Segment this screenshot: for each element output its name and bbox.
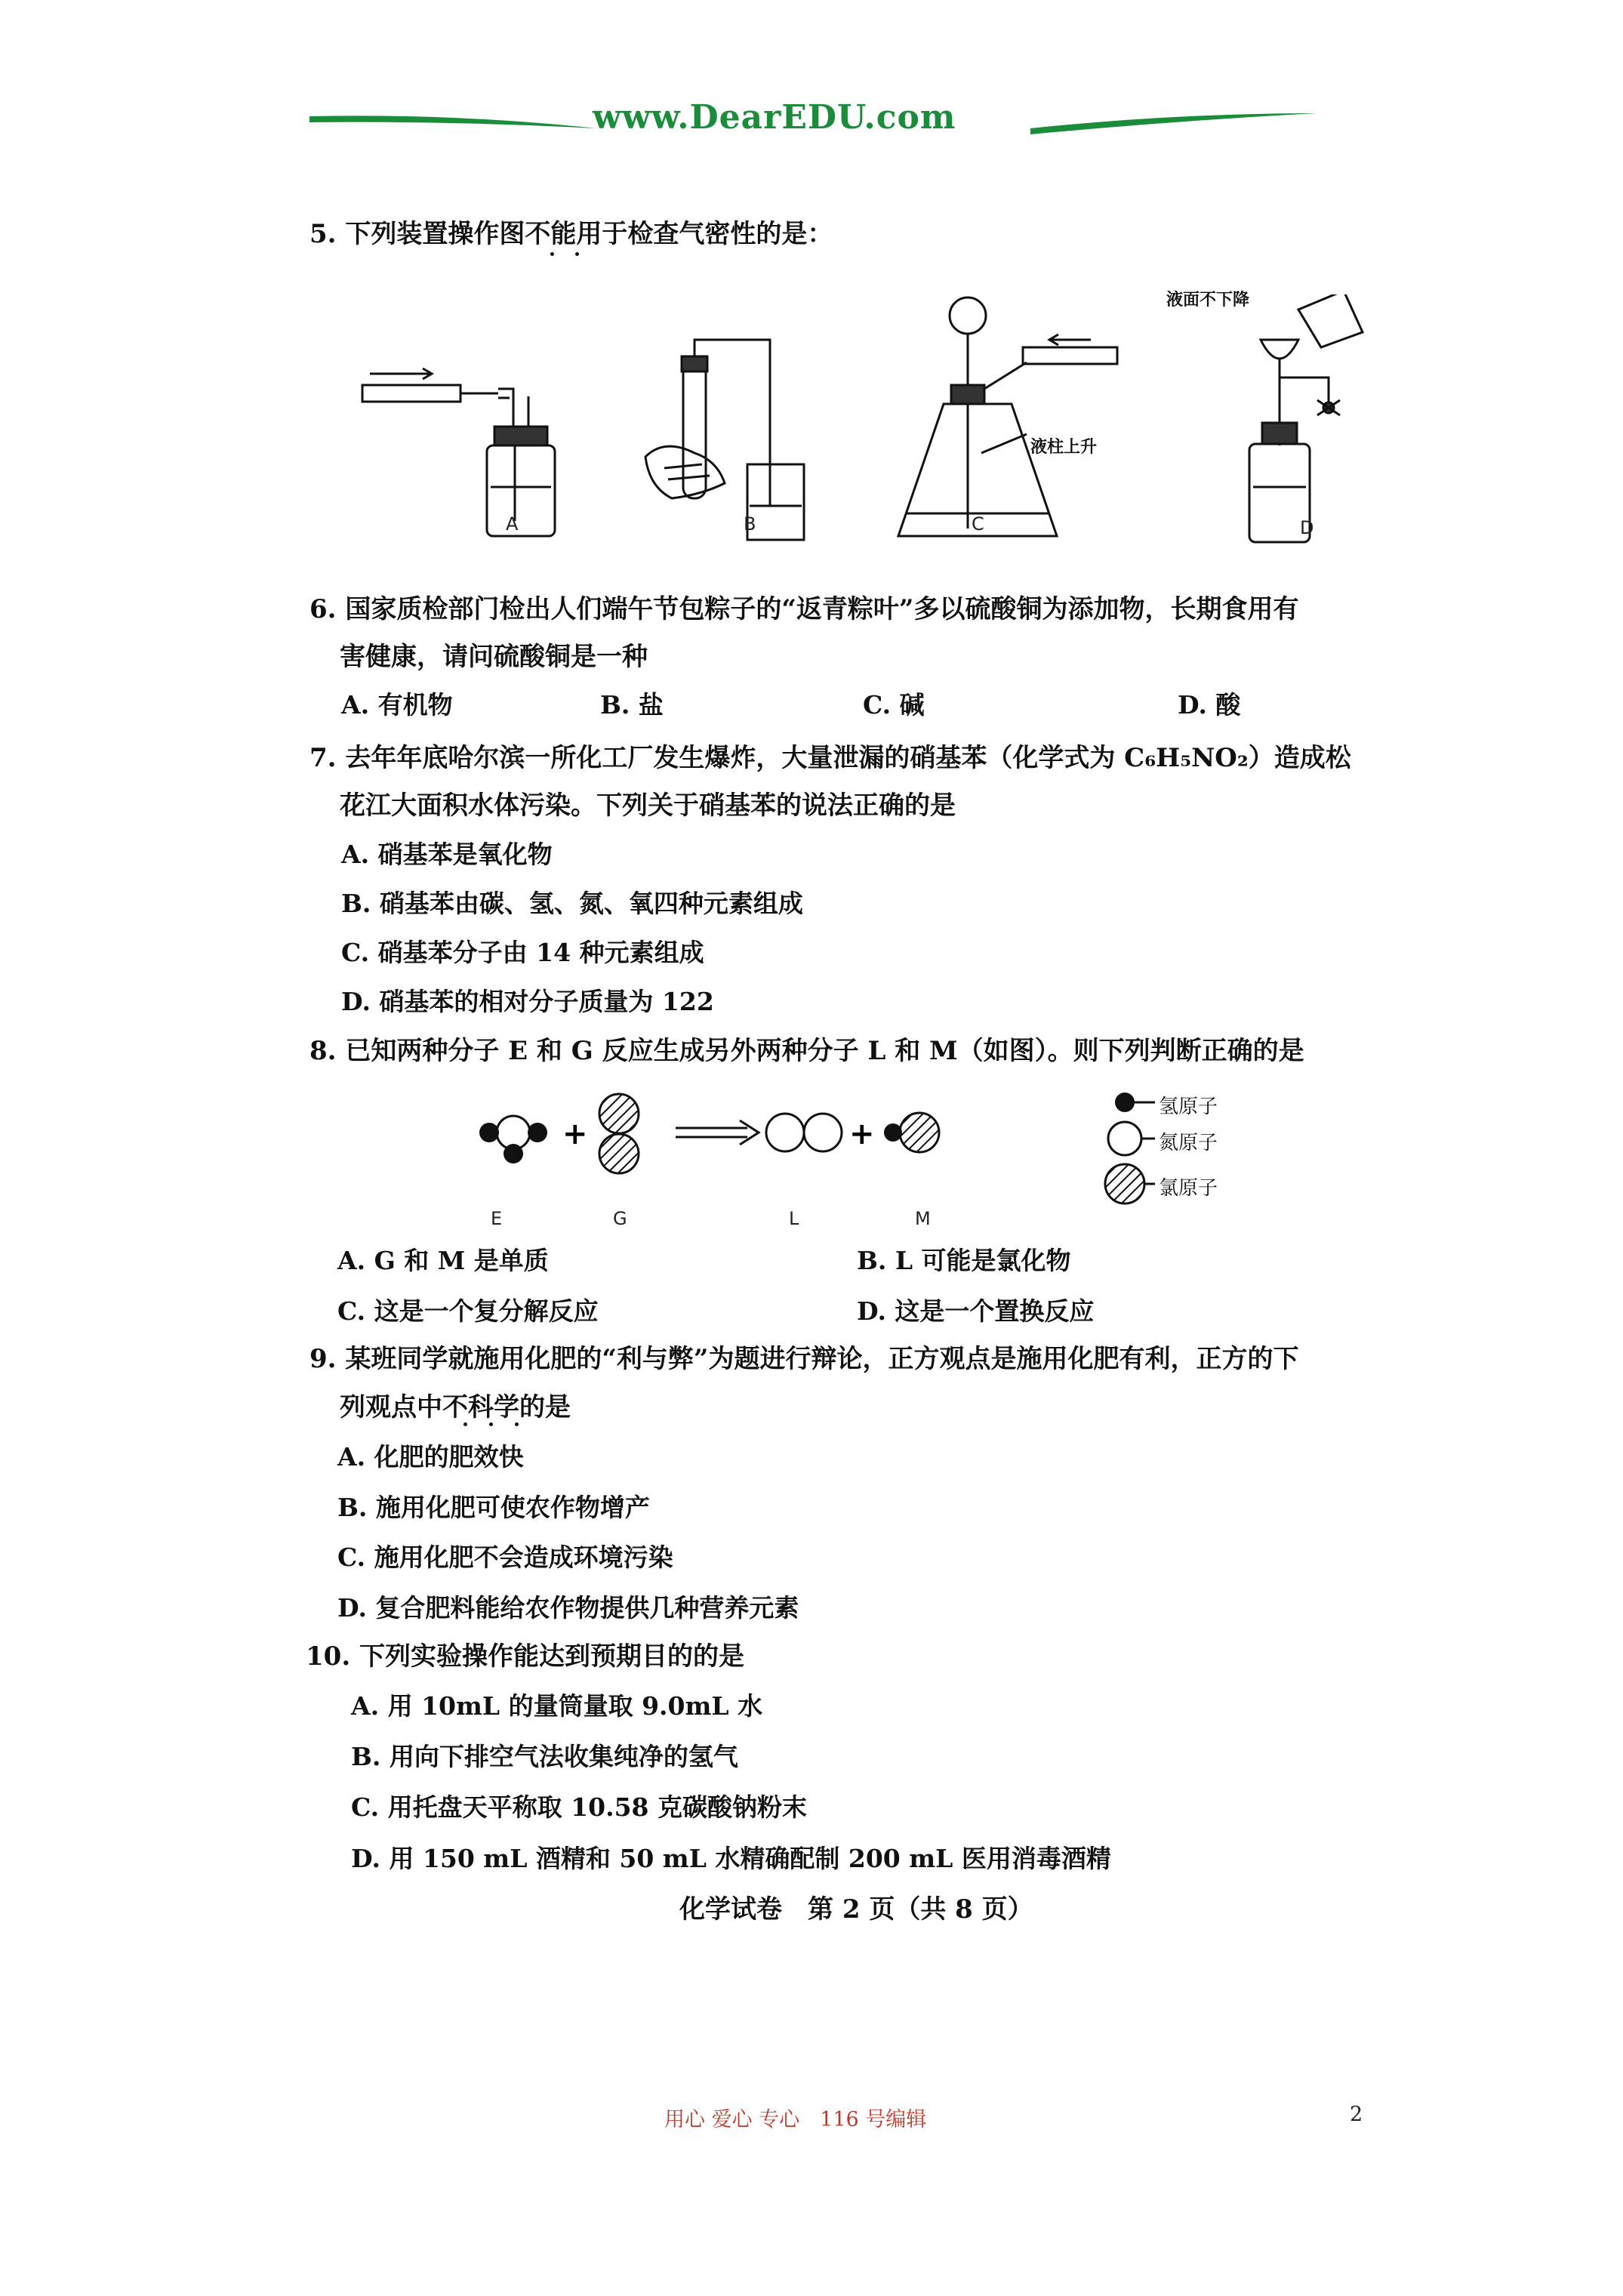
plus-sign: + (562, 1117, 588, 1151)
question-9-line2: 列观点中不科学的是 (340, 1392, 571, 1422)
plus-sign: + (849, 1117, 875, 1151)
q10-option-d: D. 用 150 mL 酒精和 50 mL 水精确配制 200 mL 医用消毒酒精 (351, 1844, 1111, 1873)
page-number: 2 (1350, 2103, 1363, 2126)
question-7-line2: 花江大面积水体污染。下列关于硝基苯的说法正确的是 (340, 791, 956, 821)
header-swoosh-left (310, 106, 596, 136)
annotation-liquid-column-rises: 液柱上升 (1030, 438, 1098, 457)
molecule-l (766, 1114, 842, 1151)
molecule-g (599, 1094, 639, 1173)
reaction-arrow (676, 1120, 759, 1145)
q7-option-b: B. 硝基苯由碳、氢、氮、氧四种元素组成 (341, 889, 803, 918)
q9-option-a: A. 化肥的肥效快 (337, 1442, 524, 1472)
emphasis-dot (489, 1422, 493, 1426)
emphasis-dot (463, 1422, 467, 1426)
label-g: G (613, 1208, 627, 1229)
question-10: 10. 下列实验操作能达到预期目的的是 (306, 1641, 744, 1672)
q7-option-d: D. 硝基苯的相对分子质量为 122 (341, 987, 714, 1016)
q8-option-d: D. 这是一个置换反应 (857, 1296, 1095, 1326)
apparatus-c (898, 297, 1117, 536)
annotation-liquid-level-holds: 液面不下降 (1166, 291, 1250, 310)
legend-hydrogen: 氢原子 (1159, 1096, 1218, 1118)
editor-credit: 用心 爱心 专心 116 号编辑 (664, 2108, 927, 2131)
label-a: A (506, 513, 519, 535)
question-8: 8. 已知两种分子 E 和 G 反应生成另外两种分子 L 和 M（如图）。则下列判断正确的是 (310, 1036, 1304, 1066)
label-e: E (491, 1208, 503, 1229)
q7-option-c: C. 硝基苯分子由 14 种元素组成 (341, 938, 704, 967)
q10-option-a: A. 用 10mL 的量筒量取 9.0mL 水 (351, 1691, 763, 1721)
q8-option-b: B. L 可能是氯化物 (857, 1246, 1071, 1275)
apparatus-a (362, 368, 555, 536)
molecule-e (479, 1116, 547, 1163)
legend-chlorine: 氯原子 (1159, 1177, 1218, 1200)
label-d: D (1300, 517, 1314, 538)
atom-legend (1105, 1093, 1155, 1203)
question-6-line1: 6. 国家质检部门检出人们端午节包粽子的“返青粽叶”多以硫酸铜为添加物，长期食用有 (310, 594, 1299, 624)
q10-option-b: B. 用向下排空气法收集纯净的氢气 (351, 1742, 738, 1771)
question-7-line1: 7. 去年年底哈尔滨一所化工厂发生爆炸，大量泄漏的硝基苯（化学式为 C₆H₅NO₂）造成松 (310, 743, 1351, 773)
molecule-m (884, 1113, 939, 1152)
q6-option-d: D. 酸 (1178, 690, 1241, 720)
q9-option-b: B. 施用化肥可使农作物增产 (337, 1493, 650, 1522)
emphasis-dot (550, 252, 554, 256)
header-swoosh-right (1030, 106, 1317, 136)
label-b: B (744, 513, 756, 535)
apparatus-d (1249, 294, 1363, 542)
label-l: L (789, 1208, 799, 1229)
label-c: C (972, 513, 984, 535)
q9-option-d: D. 复合肥料能给农作物提供几种营养元素 (337, 1593, 799, 1623)
site-url: www.DearEDU.com (593, 98, 956, 137)
apparatus-figure (347, 294, 1419, 551)
question-5: 5. 下列装置操作图不能用于检查气密性的是： (310, 219, 833, 249)
emphasis-dot (515, 1422, 519, 1426)
q10-option-c: C. 用托盘天平称取 10.58 克碳酸钠粉末 (351, 1792, 807, 1822)
q7-option-a: A. 硝基苯是氧化物 (341, 840, 553, 869)
question-9-line1: 9. 某班同学就施用化肥的“利与弊”为题进行辩论，正方观点是施用化肥有利，正方的下 (310, 1344, 1299, 1374)
exam-page-footer: 化学试卷 第 2 页（共 8 页） (679, 1894, 1033, 1925)
label-m: M (915, 1208, 931, 1229)
question-6-line2: 害健康，请问硫酸铜是一种 (340, 642, 648, 672)
q8-option-a: A. G 和 M 是单质 (337, 1246, 549, 1275)
apparatus-b (645, 340, 804, 540)
q8-option-c: C. 这是一个复分解反应 (337, 1296, 599, 1326)
q6-option-a: A. 有机物 (341, 690, 453, 720)
q9-option-c: C. 施用化肥不会造成环境污染 (337, 1542, 673, 1572)
q6-option-c: C. 碱 (863, 690, 925, 720)
emphasis-dot (575, 252, 579, 256)
legend-nitrogen: 氮原子 (1159, 1132, 1218, 1154)
q6-option-b: B. 盐 (600, 690, 664, 720)
